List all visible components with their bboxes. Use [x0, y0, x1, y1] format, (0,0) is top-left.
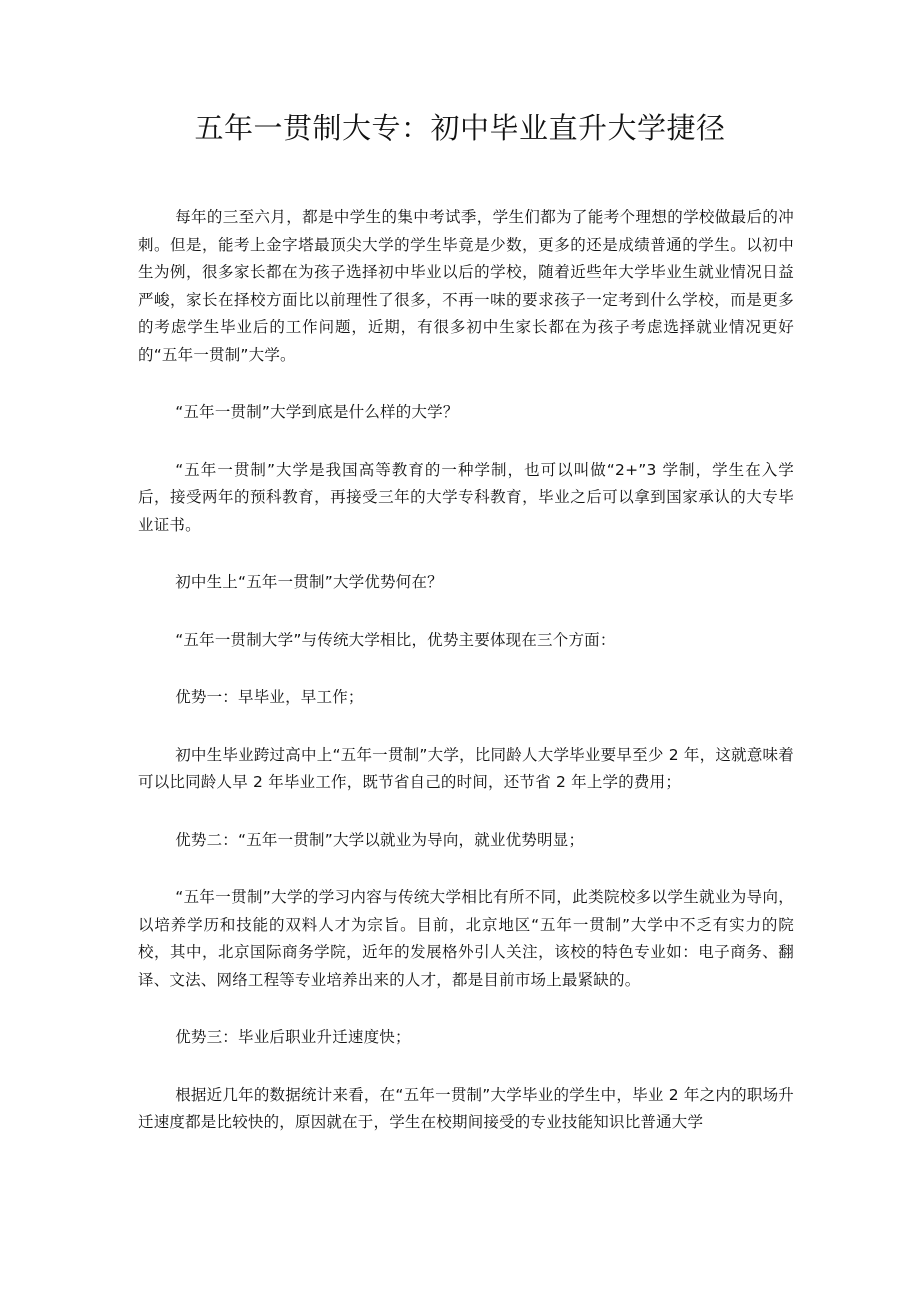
- paragraph-advantage-two-body: “五年一贯制”大学的学习内容与传统大学相比有所不同，此类院校多以学生就业为导向，以培养学历和技能的双料人才为宗旨。目前，北京地区“五年一贯制”大学中不乏有实力的院校，其中，北京国际商务学院，近年的发展格外引人关注，该校的特色专业如：电子商务、翻译、文法、网络工程等专业培养出来的人才，都是目前市场上最紧缺的。: [138, 888, 794, 989]
- paragraph-intro: 每年的三至六月，都是中学生的集中考试季，学生们都为了能考个理想的学校做最后的冲刺。但是，能考上金字塔最顶尖大学的学生毕竟是少数，更多的还是成绩普通的学生。以初中生为例，很多家长都在为孩子选择初中毕业以后的学校，随着近些年大学毕业生就业情况日益严峻，家长在择校方面比以前理性了很多，不再一味的要求孩子一定考到什么学校，而是更多的考虑学生毕业后的工作问题，近期，有很多初中生家长都在为孩子考虑选择就业情况更好的“五年一贯制”大学。: [138, 208, 794, 364]
- paragraph-advantage-summary: “五年一贯制大学”与传统大学相比，优势主要体现在三个方面：: [175, 630, 616, 649]
- paragraph-advantage-one-body: 初中生毕业跨过高中上“五年一贯制”大学，比同龄人大学毕业要早至少 2 年，这就意味着可以比同龄人早 2 年毕业工作，既节省自己的时间，还节省 2 年上学的费用；: [138, 745, 794, 791]
- document-body: [138, 204, 794, 1167]
- paragraph-question-what: “五年一贯制”大学到底是什么样的大学？: [175, 403, 459, 421]
- paragraph-advantage-two-heading: 优势二：“五年一贯制”大学以就业为导向，就业优势明显；: [175, 830, 585, 849]
- document-title: 五年一贯制大专：初中毕业直升大学捷径: [194, 111, 726, 145]
- paragraph-advantage-three-body: 根据近几年的数据统计来看，在“五年一贯制”大学毕业的学生中，毕业 2 年之内的职场升迁速度都是比较快的，原因就在于，学生在校期间接受的专业技能知识比普通大学: [138, 1085, 794, 1131]
- paragraph-advantage-one-heading: 优势一：早毕业，早工作；: [175, 688, 364, 706]
- paragraph-advantage-three-heading: 优势三：毕业后职业升迁速度快；: [175, 1028, 411, 1046]
- paragraph-question-advantage: 初中生上“五年一贯制”大学优势何在？: [175, 573, 443, 591]
- paragraph-definition: “五年一贯制”大学是我国高等教育的一种学制，也可以叫做“2+”3 学制，学生在入学后，接受两年的预科教育，再接受三年的大学专科教育，毕业之后可以拿到国家承认的大专毕业证书。: [138, 460, 794, 534]
